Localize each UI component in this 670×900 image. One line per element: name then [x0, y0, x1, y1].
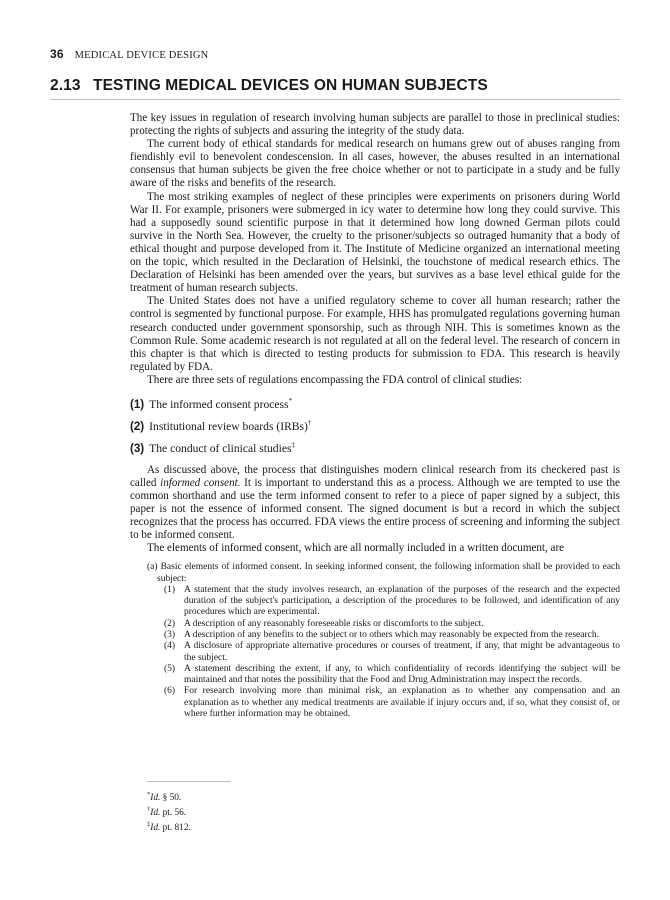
footnote-ref-text: pt. 56. — [160, 808, 187, 819]
section-heading — [50, 77, 620, 95]
quote-item — [147, 641, 620, 664]
list-item-text: The informed consent process — [149, 397, 289, 411]
quote-item-number: (5) — [164, 663, 176, 674]
quote-item-number: (1) — [164, 584, 176, 595]
paragraph: The key issues in regulation of research involving human subjects are parallel to those in preclinical studies: protecting the rights of subjects and assuring the integrity of the study data. — [130, 112, 620, 138]
running-head — [50, 47, 208, 61]
footnote-ref-text: § 50. — [160, 793, 182, 804]
emphasized-term: informed consent. — [160, 476, 241, 489]
footnote-source: Id. — [150, 793, 161, 804]
paragraph-text: It is important to understand this as a process. Although we are tempted to use the common shorthand and use the term informed consent to refer to a piece of paper signed by a subject, this paper is not the essence of informed consent. The signed document is but a record in which the subject recognizes that the process has occurred. FDA views the entire process of screening and informing the subject to be informed consent. — [130, 476, 620, 542]
footnotes — [147, 789, 191, 834]
paragraph: The elements of informed consent, which are all normally included in a written document, are — [147, 542, 565, 555]
footnote-mark: * — [147, 791, 151, 798]
block-quote — [147, 562, 620, 720]
section-title: TESTING MEDICAL DEVICES ON HUMAN SUBJECTS — [93, 77, 488, 94]
footnote-ref-text: pt. 812. — [160, 823, 191, 834]
quote-item-number: (6) — [164, 686, 176, 697]
quote-item-text: A statement that the study involves research, an explanation of the purposes of the research and the expected duration of the subject's participation, a description of the procedures to be followed, and identification of any procedures which are experimental. — [184, 584, 620, 618]
list-item-text: Institutional review boards (IRBs) — [149, 419, 308, 433]
quote-item-number: (4) — [164, 641, 176, 652]
body-text — [130, 112, 620, 720]
quote-item-text: A description of any benefits to the subject or to others which may reasonably be expected from the research. — [184, 629, 599, 640]
quote-item — [147, 630, 620, 641]
quote-item-number: (2) — [164, 618, 176, 629]
footnote — [147, 789, 191, 804]
footnote — [147, 819, 191, 834]
quote-item-text: A description of any reasonably foreseeable risks or discomforts to the subject. — [184, 618, 484, 629]
regulations-list — [130, 394, 620, 456]
list-item-label: (2) — [130, 419, 145, 433]
quote-item-text: A statement describing the extent, if any, to which confidentiality of records identifying the subject will be maintained and that notes the possibility that the Food and Drug Administration may inspect the records. — [184, 663, 620, 686]
quote-item-number: (3) — [164, 629, 176, 640]
paragraph-text: As discussed above, the process that distinguishes modern clinical research from its checkered past is called — [130, 463, 620, 489]
paragraph: The most striking examples of neglect of these principles were experiments on prisoners during World War II. For example, prisoners were submerged in icy water to determine how long they could survive. This had a supposedly sound scientific purpose in that it determined how long downed German pilots could survive in the North Sea. However, the cruelty to the prisoner/subjects so outraged humanity that a body of ethical thought and purpose developed from it. The Institute of Medicine organized an international meeting on the topic, which resulted in the Declaration of Helsinki, the touchstone of medical research ethics. The Declaration of Helsinki has been amended over the years, but survives as a base level ethical guide for the treatment of human research subjects. — [130, 190, 620, 295]
footnote-ref: * — [288, 396, 293, 405]
list-item-label: (3) — [130, 441, 145, 455]
quote-item — [147, 664, 620, 687]
quote-intro: (a) Basic elements of informed consent. In seeking informed consent, the following information shall be provided to each subject: — [147, 562, 620, 584]
section-rule — [50, 99, 620, 100]
footnote-source: Id. — [150, 808, 161, 819]
footnote-rule — [147, 781, 231, 782]
section-number: 2.13 — [50, 77, 81, 94]
paragraph: The United States does not have a unified regulatory scheme to cover all human research; rather the control is segmented by functional purpose. For example, HHS has promulgated regulations governing human research conducted under government sponsorship, such as through NIH. This is sometimes known as the Common Rule. Some academic research is not regulated at all on the federal level. The research of concern in this chapter is that which is directed to testing products for submission to FDA. This research is heavily regulated by FDA. — [130, 295, 620, 373]
paragraph: The current body of ethical standards for medical research on humans grew out of abuses ranging from fiendishly evil to benevolent condescension. In all cases, however, the abuses resulted in an international consensus that human subjects be given the free choice whether or not to participate in a study and be fully aware of the risks and benefits of the research. — [130, 138, 620, 190]
quote-item-text: A disclosure of appropriate alternative procedures or courses of treatment, if any, that might be advantageous to the subject. — [184, 641, 620, 663]
quote-item — [147, 619, 620, 630]
list-item — [130, 394, 620, 412]
footnote-ref: ‡ — [291, 440, 295, 449]
list-item — [130, 416, 620, 434]
footnote-source: Id. — [150, 823, 161, 834]
book-title: MEDICAL DEVICE DESIGN — [74, 50, 209, 61]
paragraph — [130, 464, 620, 543]
footnote — [147, 804, 191, 819]
list-item — [130, 438, 620, 456]
footnote-mark: † — [147, 806, 151, 814]
footnote-ref: † — [307, 418, 312, 427]
quote-item — [147, 585, 620, 619]
quote-item — [147, 686, 620, 720]
list-item-label: (1) — [130, 397, 145, 411]
paragraph: There are three sets of regulations encompassing the FDA control of clinical studies: — [147, 373, 523, 386]
page-number: 36 — [50, 47, 64, 61]
footnote-mark: ‡ — [147, 821, 151, 829]
list-item-text: The conduct of clinical studies — [149, 441, 292, 455]
quote-item-text: For research involving more than minimal risk, an explanation as to whether any compensation and an explanation as to whether any medical treatments are available if injury occurs and, if so, what they consist of, or where further information may be obtained. — [184, 686, 620, 720]
